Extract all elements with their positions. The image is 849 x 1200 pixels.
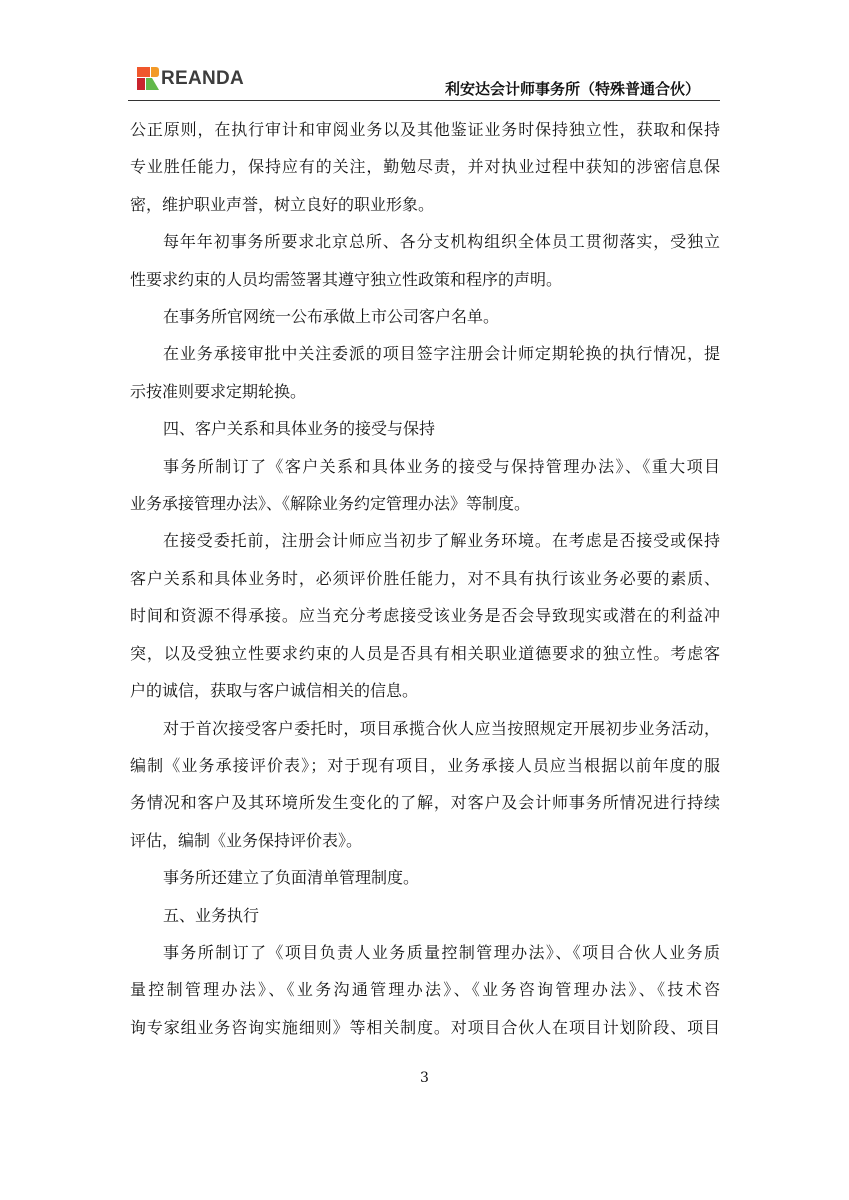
logo-block-red xyxy=(137,78,145,90)
paragraph xyxy=(130,934,720,1046)
text-line: 在接受委托前，注册会计师应当初步了解业务环境。在考虑是否接受或保持 xyxy=(163,531,720,551)
text-line: 量控制管理办法》、《业务沟通管理办法》、《业务咨询管理办法》、《技术咨 xyxy=(130,980,720,1000)
paragraph xyxy=(130,448,720,523)
page-number: 3 xyxy=(420,1070,429,1086)
header-rule xyxy=(128,100,720,101)
section-heading xyxy=(130,410,720,447)
paragraph xyxy=(130,298,720,335)
text-line: 密，维护职业声誉，树立良好的职业形象。 xyxy=(130,194,435,214)
section-heading xyxy=(130,897,720,934)
text-line: 事务所还建立了负面清单管理制度。 xyxy=(163,868,420,888)
paragraph xyxy=(130,859,720,896)
text-line: 户的诚信，获取与客户诚信相关的信息。 xyxy=(130,681,419,701)
text-line: 示按准则要求定期轮换。 xyxy=(130,381,307,401)
logo-block-green xyxy=(146,78,159,90)
document-body xyxy=(130,111,720,1046)
text-line: 询专家组业务咨询实施细则》等相关制度。对项目合伙人在项目计划阶段、项目 xyxy=(130,1017,720,1037)
text-line: 在事务所官网统一公布承做上市公司客户名单。 xyxy=(163,307,500,327)
text-line: 专业胜任能力，保持应有的关注，勤勉尽责，并对执业过程中获知的涉密信息保 xyxy=(130,157,720,177)
text-line: 五、业务执行 xyxy=(163,905,260,925)
reanda-logo-icon xyxy=(137,67,159,90)
text-line: 评估，编制《业务保持评价表》。 xyxy=(130,830,363,850)
text-line: 事务所制订了《项目负责人业务质量控制管理办法》、《项目合伙人业务质 xyxy=(163,942,720,962)
text-line: 每年年初事务所要求北京总所、各分支机构组织全体员工贯彻落实，受独立 xyxy=(163,232,720,252)
paragraph xyxy=(130,710,720,860)
firm-name: 利安达会计师事务所（特殊普通合伙） xyxy=(444,80,700,98)
paragraph xyxy=(130,223,720,298)
text-line: 四、客户关系和具体业务的接受与保持 xyxy=(163,419,436,439)
text-line: 时间和资源不得承接。应当充分考虑接受该业务是否会导致现实或潜在的利益冲 xyxy=(130,606,720,626)
paragraph xyxy=(130,522,720,709)
logo-text: REANDA xyxy=(161,68,245,89)
text-line: 对于首次接受客户委托时，项目承揽合伙人应当按照规定开展初步业务活动， xyxy=(163,718,720,738)
text-line: 在业务承接审批中关注委派的项目签字注册会计师定期轮换的执行情况，提 xyxy=(163,344,720,364)
text-line: 突，以及受独立性要求约束的人员是否具有相关职业道德要求的独立性。考虑客 xyxy=(130,643,720,663)
text-line: 公正原则，在执行审计和审阅业务以及其他鉴证业务时保持独立性，获取和保持 xyxy=(130,120,720,139)
paragraph xyxy=(130,335,720,410)
logo-block-orange xyxy=(137,67,150,77)
text-line: 事务所制订了《客户关系和具体业务的接受与保持管理办法》、《重大项目 xyxy=(163,456,720,476)
text-line: 务情况和客户及其环境所发生变化的了解，对客户及会计师事务所情况进行持续 xyxy=(130,793,720,813)
text-line: 性要求约束的人员均需签署其遵守独立性政策和程序的声明。 xyxy=(130,269,563,289)
logo-block-amber xyxy=(151,67,159,77)
text-line: 业务承接管理办法》、《解除业务约定管理办法》等制度。 xyxy=(130,494,531,514)
paragraph-continued xyxy=(130,111,720,223)
text-line: 编制《业务承接评价表》；对于现有项目，业务承接人员应当根据以前年度的服 xyxy=(130,755,720,775)
text-line: 客户关系和具体业务时，必须评价胜任能力，对不具有执行该业务必要的素质、 xyxy=(130,568,720,588)
